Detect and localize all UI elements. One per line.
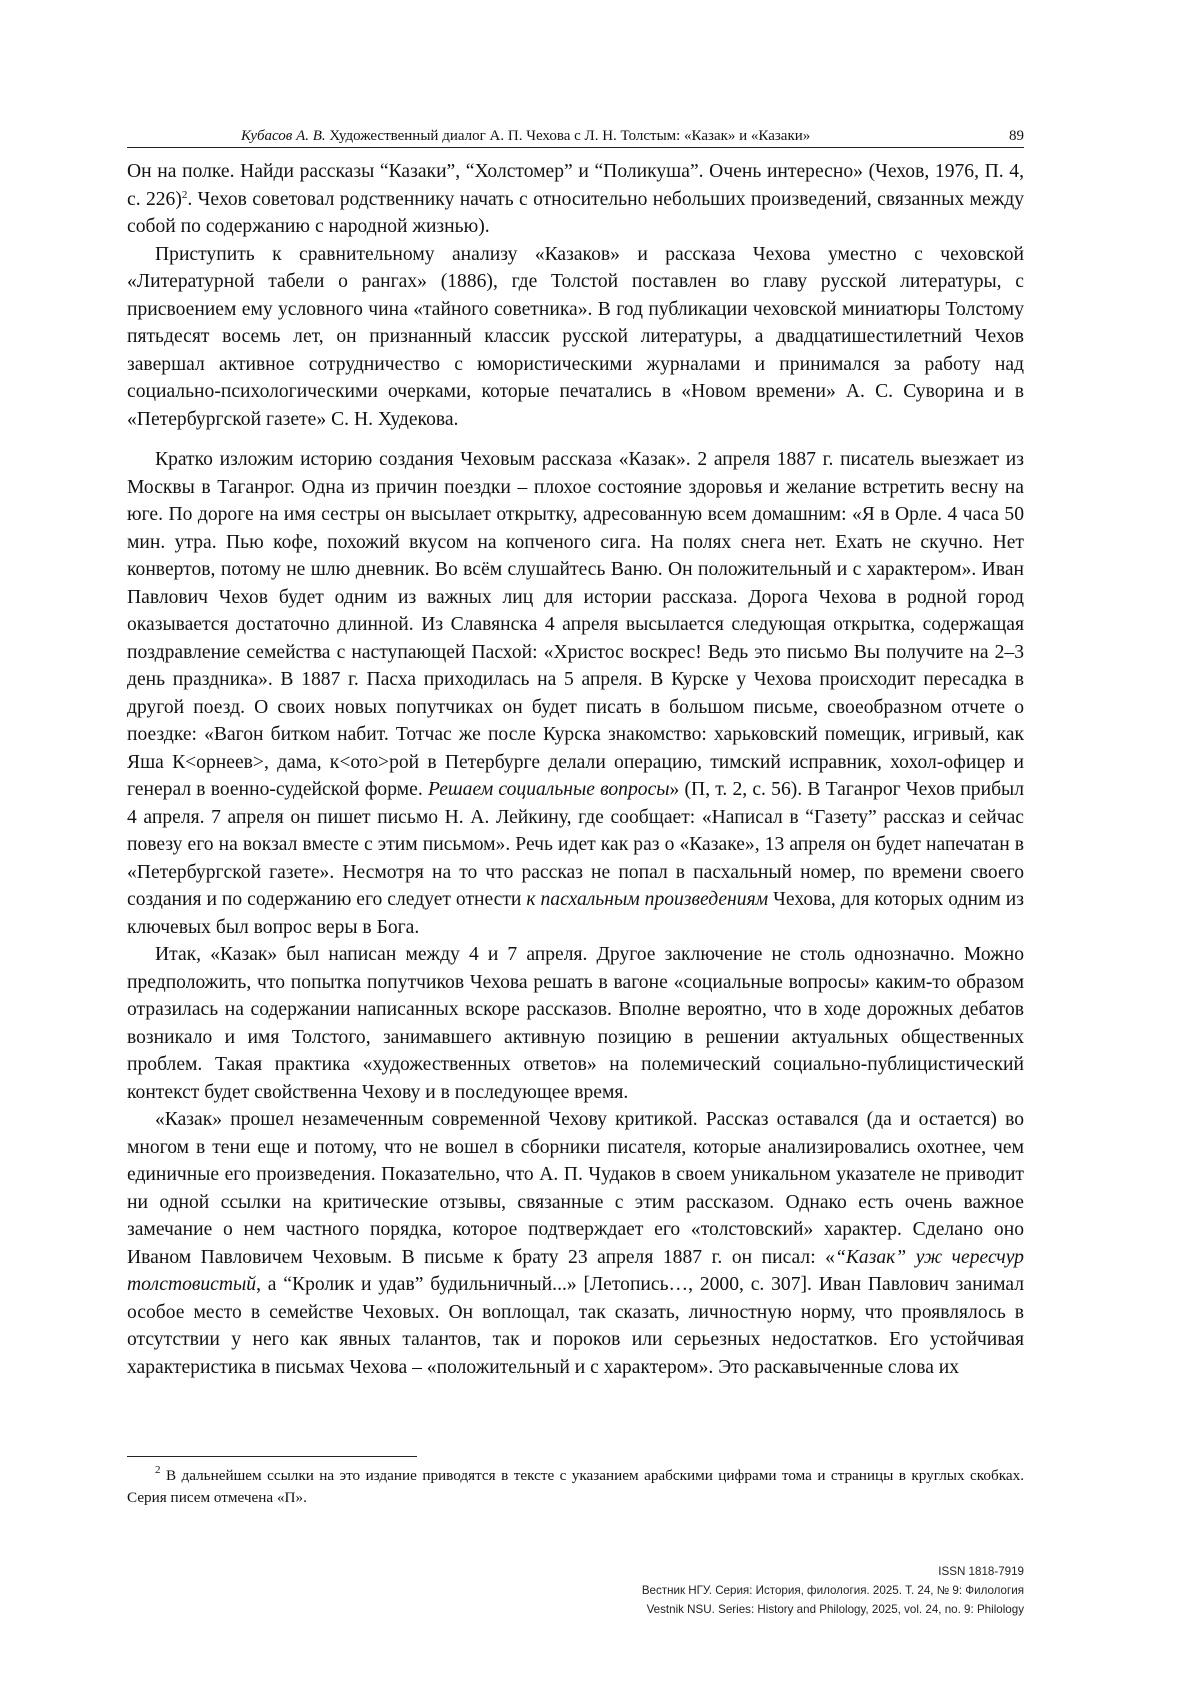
footnote-reference: 2 [181,188,188,201]
running-head [127,123,1024,148]
paragraph-story-history: Кратко изложим историю создания Чеховым рассказа «Казак». 2 апреля 1887 г. писатель выезжает из Москвы в Таганрог. Одна из причин поездки – плохое состояние здоровья и желание встретить весну на юге. По дороге на имя сестры он высылает открытку, адресованную всем домашним: «Я в Орле. 4 часа 50 мин. утра. Пью кофе, похожий вкусом на копченого сига. На полях снега нет. Ехать не скучно. Нет конвертов, потому не шлю дневник. Во всём слушайтесь Ваню. Он положительный и с характером». Иван Павлович Чехов будет одним из важных лиц для истории рассказа. Дорога Чехова в родной город оказывается достаточно длинной. Из Славянска 4 апреля высылается следующая открытка, содержащая поздравление семейства с наступающей Пасхой: «Христос воскрес! Ведь это письмо Вы получите на 2–3 день праздника». В 1887 г. Пасха приходилась на 5 апреля. В Курске у Чехова происходит пересадка в другой поезд. О своих новых попутчиках он будет писать в большом письме, своеобразном отчете о поездке: «Вагон битком набит. Тотчас же после Курска знакомство: харьковский помещик, игривый, как Яша К<орнеев>, дама, к<ото>рой в Петербурге делали операцию, тимский исправник, хохол-офицер и генерал в военно-судейской форме. Решаем социальные вопросы» (П, т. 2, с. 56). В Таганрог Чехов прибыл 4 апреля. 7 апреля он пишет письмо Н. А. Лейкину, где сообщает: «Написал в “Газету” рассказ и сейчас повезу его на вокзал вместе с этим письмом». Речь идет как раз о «Казаке», 13 апреля он будет напечатан в «Петербургской газете». Несмотря на то что рассказ не попал в пасхальный номер, по времени своего создания и по содержанию его следует отнести к пасхальным произведениям Чехова, для которых одним из ключевых был вопрос веры в Бога. [127,449,1024,938]
running-head-authors: Кубасов А. В. [241,128,326,144]
page-number: 89 [1009,128,1024,144]
footnote [127,1465,1024,1509]
paragraph-continuation: Он на полке. Найди рассказы “Казаки”, “Холстомер” и “Поликуша”. Очень интересно» (Чехов, 1976, П. 4, с. 226)$^2$. Чехов советовал родственнику начать с относительно небольших произведений, связанных между собой по содержанию с народной жизнью). [127,161,1024,237]
journal-title-en: Vestnik NSU. Series: History and Philology, 2025, vol. 24, no. 9: Philology [646,1603,1024,1616]
issn: ISSN 1818-7919 [938,1565,1024,1578]
journal-title-ru: Вестник НГУ. Серия: История, филология. 2025. Т. 24, № 9: Филология [641,1584,1024,1597]
paragraph-conclusion: Итак, «Казак» был написан между 4 и 7 апреля. Другое заключение не столь однозначно. Можно предположить, что попытка попутчиков Чехова решать в вагоне «социальные вопросы» каким-то образом отразилась на содержании написанных вскоре рассказов. Вполне вероятно, что в ходе дорожных дебатов возникало и имя Толстого, занимавшего активную позицию в решении актуальных общественных проблем. Такая практика «художественных ответов» на полемический социально-публицистический контекст будет свойственна Чехову и в последующее время. [127,944,1024,1103]
footnote-text: В дальнейшем ссылки на это издание приводятся в тексте с указанием арабскими цифрами тома и страницы в круглых скобках. Серия писем отмечена «П». [127,1467,1024,1506]
journal-imprint [642,1562,1024,1619]
paragraph-critique: «Казак» прошел незамеченным современной Чехову критикой. Рассказ оставался (да и остается) во многом в тени еще и потому, что не вошел в сборники писателя, которые анализировались охотнее, чем единичные его произведения. Показательно, что А. П. Чудаков в своем уникальном указателе не приводит ни одной ссылки на критические отзывы, связанные с этим рассказом. Однако есть очень важное замечание о нем частного порядка, которое подтверждает его «толстовский» характер. Сделано оно Иваном Павловичем Чеховым. В письме к брату 23 апреля 1887 г. он писал: «“Казак” уж чересчур толстовистый, а “Кролик и удав” будильничный...» [Летопись…, 2000, с. 307]. Иван Павлович занимал особое место в семействе Чеховых. Он воплощал, так сказать, личностную норму, что проявлялось в отсутствии у него как явных талантов, так и пороков или серьезных недостатков. Его устойчивая характеристика в письмах Чехова – «положительный и с характером». Это раскавыченные слова их [127,1109,1024,1378]
running-title [241,126,810,146]
paragraph-table-of-ranks: Приступить к сравнительному анализу «Казаков» и рассказа Чехова уместно с чеховской «Литературной табели о рангах» (1886), где Толстой поставлен во главу русской литературы, с присвоением ему условного чина «тайного советника». В год публикации чеховской миниатюры Толстому пятьдесят восемь лет, он признанный классик русской литературы, а двадцатишестилетний Чехов завершал активное сотрудничество с юмористическими журналами и принимался за работу над социально-психологическими очерками, которые печатались в «Новом времени» А. С. Суворина и в «Петербургской газете» С. Н. Худекова. [127,243,1024,430]
running-head-title: Художественный диалог А. П. Чехова с Л. Н. Толстым: «Казак» и «Казаки» [329,128,811,144]
article-body [127,158,1024,1381]
footnote-marker: 2 [155,1464,161,1476]
footnote-divider [127,1456,417,1457]
